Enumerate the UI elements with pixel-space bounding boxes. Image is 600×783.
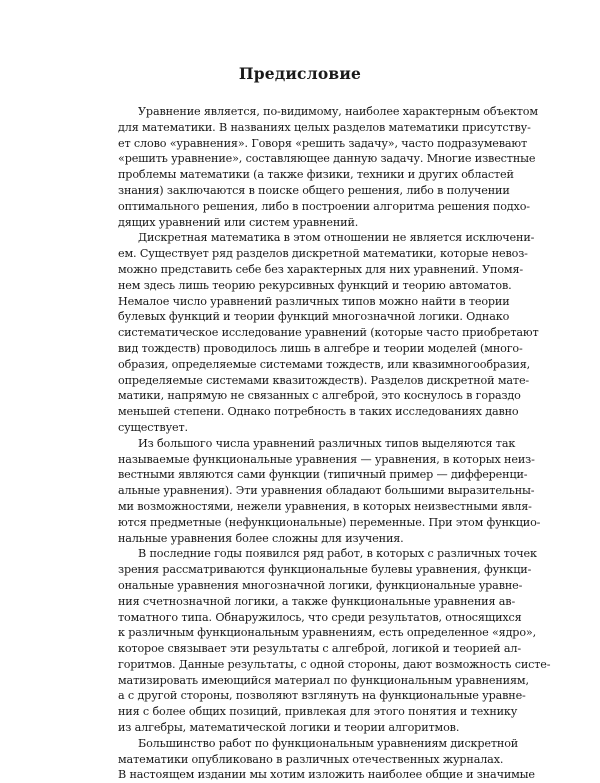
page-title: Предисловие [238, 64, 362, 83]
text-line: которое связывает эти результаты с алгеброй, логикой и теорией ал- [118, 642, 521, 656]
text-line: ются предметные (нефункциональные) переменные. При этом функцио- [118, 515, 541, 529]
text-line: знания) заключаются в поиске общего решения, либо в получении [118, 183, 510, 197]
text-line: ния счетнозначной логики, а также функциональные уравнения ав- [118, 594, 516, 608]
paragraph [118, 736, 535, 783]
text-line: оптимального решения, либо в построении алгоритма решения подхо- [118, 199, 530, 213]
text-line: проблемы математики (а также физики, техники и других областей [118, 168, 514, 182]
paragraph [118, 230, 539, 435]
text-line: Из большого числа уравнений различных типов выделяются так [138, 436, 516, 450]
text-line: образия, определяемые системами тождеств, или квазимногообразия, [118, 357, 531, 371]
text-line: называемые функциональные уравнения — уравнения, в которых неиз- [118, 452, 535, 466]
text-line: ональные уравнения многозначной логики, функциональные уравне- [118, 578, 523, 592]
text-line: В последние годы появился ряд работ, в которых с различных точек [138, 547, 537, 561]
text-line: матики, напрямую не связанных с алгеброй, это коснулось в гораздо [118, 389, 521, 403]
text-line: ния с более общих позиций, привлекая для этого понятия и технику [118, 705, 518, 719]
text-line: систематическое исследование уравнений (которые часто приобретают [118, 326, 539, 340]
text-line: матизировать имеющийся материал по функциональным уравнениям, [118, 673, 529, 687]
text-line: определяемые системами квазитождеств). Разделов дискретной мате- [118, 373, 530, 387]
text-line: булевых функций и теории функций многозначной логики. Однако [118, 310, 510, 324]
text-line: горитмов. Данные результаты, с одной стороны, дают возможность систе- [118, 657, 551, 671]
text-line: Большинство работ по функциональным уравнениям дискретной [138, 736, 519, 750]
text-line: альные уравнения). Эти уравнения обладают большими выразительны- [118, 484, 535, 498]
text-line: вид тождеств) проводилось лишь в алгебре и теории моделей (много- [118, 341, 523, 355]
text-line: к различным функциональным уравнениям, есть определенное «ядро», [118, 626, 536, 640]
text-body [118, 104, 551, 783]
text-line: а с другой стороны, позволяют взглянуть на функциональные уравне- [118, 689, 526, 703]
text-line: ем. Существует ряд разделов дискретной математики, которые невоз- [118, 247, 528, 261]
text-line: для математики. В названиях целых разделов математики присутству- [118, 120, 531, 134]
text-line: «решить уравнение», составляющее данную задачу. Многие известные [118, 152, 536, 166]
text-line: можно представить себе без характерных для них уравнений. Упомя- [118, 262, 524, 276]
text-line: меньшей степени. Однако потребность в таких исследованиях давно [118, 405, 519, 419]
text-line: из алгебры, математической логики и теории алгоритмов. [118, 721, 460, 735]
text-line: Уравнение является, по-видимому, наиболее характерным объектом [138, 105, 538, 118]
text-line: математики опубликовано в различных отечественных журналах. [118, 752, 504, 766]
text-line: Немалое число уравнений различных типов можно найти в теории [118, 294, 510, 308]
text-line: нем здесь лишь теорию рекурсивных функций и теорию автоматов. [118, 278, 512, 292]
text-line: В настоящем издании мы хотим изложить наиболее общие и значимые [118, 768, 535, 782]
text-line: вестными являются сами функции (типичный пример — дифференци- [118, 468, 528, 482]
text-line: существует. [118, 420, 188, 434]
paragraph [118, 436, 541, 547]
text-line: ет слово «уравнения». Говоря «решить задачу», часто подразумевают [118, 136, 528, 150]
text-line: ми возможностями, нежели уравнения, в которых неизвестными явля- [118, 499, 532, 513]
text-line: нальные уравнения более сложны для изучения. [118, 531, 404, 545]
text-line: томатного типа. Обнаружилось, что среди результатов, относящихся [118, 610, 522, 624]
text-line: дящих уравнений или систем уравнений. [118, 215, 359, 229]
text-line: зрения рассматриваются функциональные булевы уравнения, функци- [118, 563, 532, 577]
paragraph [118, 546, 551, 736]
text-line: Дискретная математика в этом отношении не является исключени- [138, 231, 535, 245]
paragraph [118, 104, 538, 230]
